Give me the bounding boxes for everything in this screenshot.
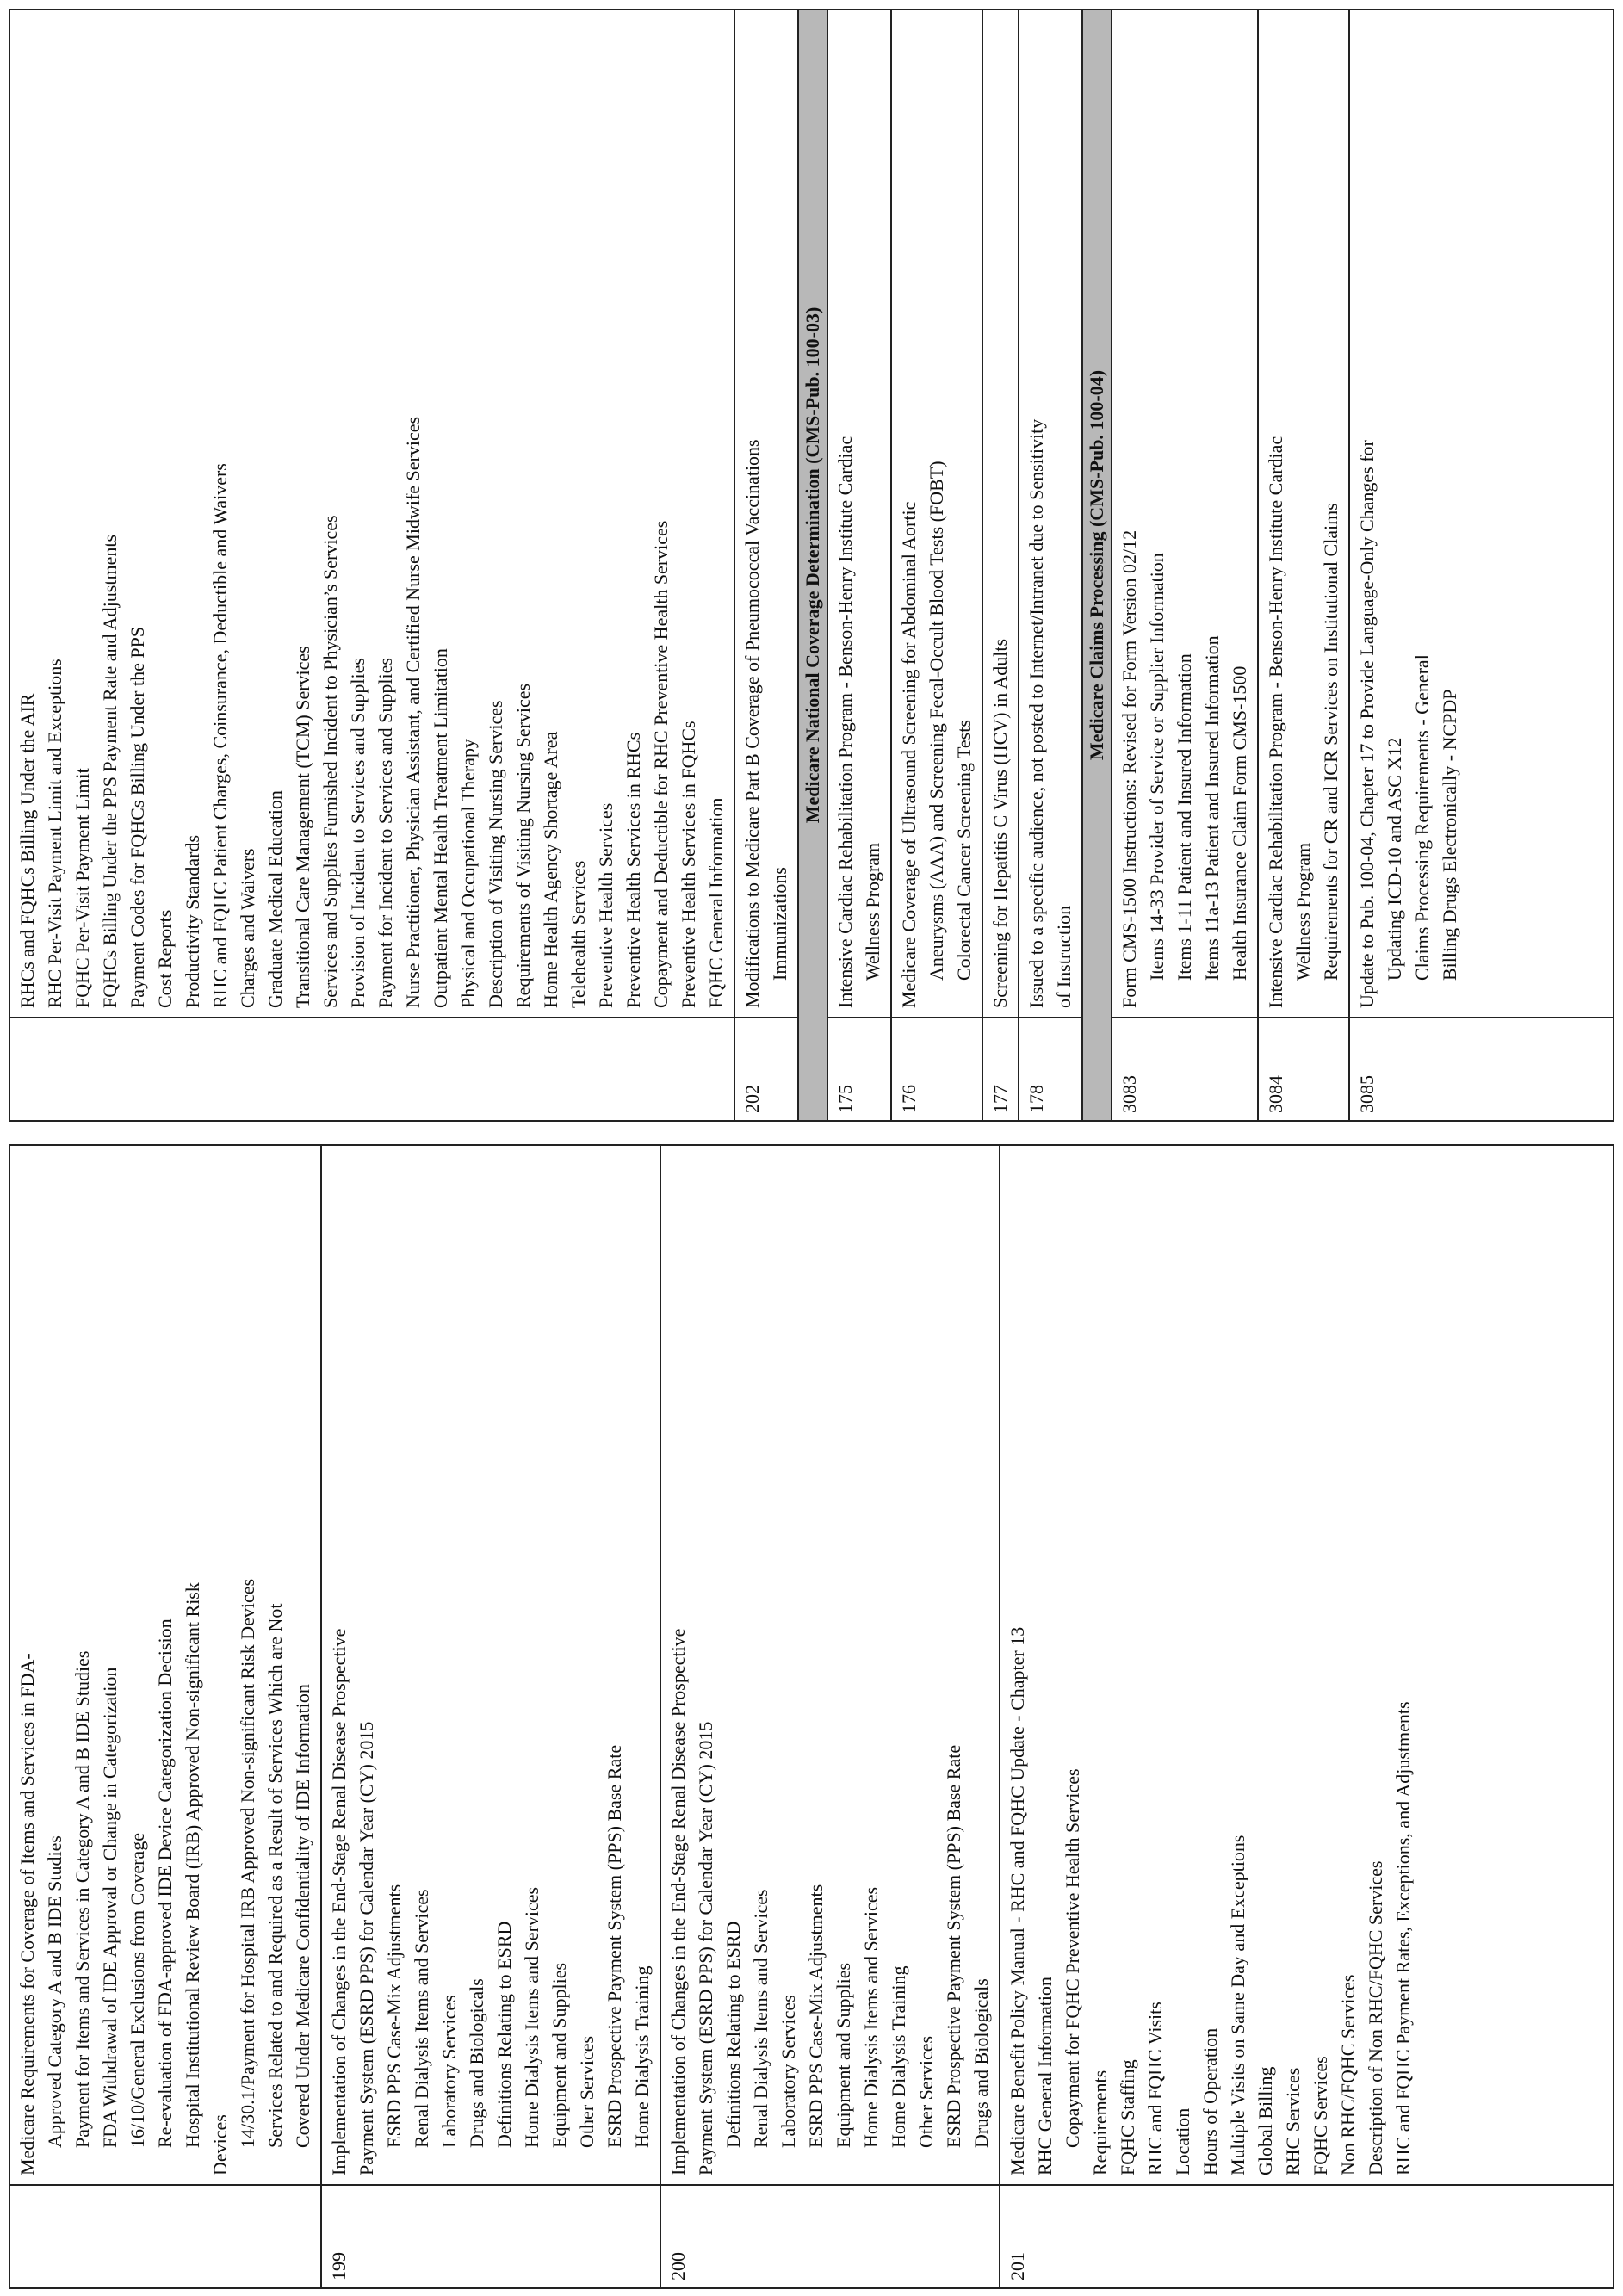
subject-cell (983, 10, 1018, 1017)
table-row (1259, 10, 1350, 1120)
subject-line: FDA Withdrawal of IDE Approval or Change in Categorization (99, 1667, 121, 2148)
subject-line: Medicare Requirements for Coverage of Items and Services in FDA- (16, 1653, 38, 2175)
transmittal-number: 3084 (1259, 1017, 1348, 1120)
subject-cell (10, 10, 734, 1017)
subject-line: Non RHC/FQHC Services (1337, 1974, 1359, 2175)
subject-cell (1112, 10, 1257, 1017)
table-row (735, 10, 799, 1120)
subject-line: Other Services (576, 2035, 598, 2148)
subject-line: Implementation of Changes in the End-Stage Renal Disease Prospective (667, 1628, 689, 2175)
subject-line: Updating ICD-10 and ASC X12 (1384, 737, 1405, 981)
subject-line: RHC General Information (1034, 1977, 1056, 2175)
subject-line: Drugs and Biologicals (466, 1978, 487, 2148)
transmittal-number: 3085 (1350, 1017, 1613, 1120)
subject-line: Medicare Benefit Policy Manual - RHC and FQHC Update - Chapter 13 (1007, 1626, 1028, 2175)
subject-line: Equipment and Supplies (548, 1962, 570, 2148)
section-header: Medicare Claims Processing (CMS-Pub. 100-04) (1083, 10, 1112, 1120)
subject-line: Laboratory Services (438, 1995, 460, 2148)
transmittal-number: 201 (1000, 2184, 1613, 2287)
subject-line: Home Dialysis Training (888, 1965, 909, 2148)
subject-line: FQHC Per-Visit Payment Limit (71, 768, 93, 1008)
subject-line: ESRD Prospective Payment System (PPS) Base Rate (943, 1744, 964, 2148)
subject-line: FQHCs Billing Under the PPS Payment Rate and Adjustments (99, 534, 121, 1008)
subject-line: Intensive Cardiac Rehabilitation Program - Benson-Henry Institute Cardiac (1265, 436, 1286, 1008)
transmittal-number: 176 (892, 1017, 982, 1120)
subject-line: Health Insurance Claim Form CMS-1500 (1229, 665, 1250, 981)
subject-line: FQHC Services (1310, 2056, 1331, 2175)
subject-line: Description of Non RHC/FQHC Services (1365, 1860, 1386, 2175)
subject-line: Medicare Coverage of Ultrasound Screening for Abdominal Aortic (898, 501, 920, 1008)
transmittal-table-right (9, 9, 1614, 1122)
subject-line: Description of Visiting Nursing Services (485, 700, 506, 1008)
subject-line: ESRD PPS Case-Mix Adjustments (805, 1884, 827, 2148)
subject-line: Services and Supplies Furnished Incident to Physician’s Services (319, 515, 341, 1008)
subject-cell (1019, 10, 1081, 1017)
subject-line: Hospital Institutional Review Board (IRB) Approved Non-significant Risk (182, 1582, 203, 2148)
subject-line: Home Health Agency Shortage Area (540, 731, 561, 1008)
subject-line: Implementation of Changes in the End-Stage Renal Disease Prospective (328, 1628, 350, 2175)
table-row (1112, 10, 1259, 1120)
subject-line: Wellness Program (1292, 842, 1314, 981)
subject-line: Home Dialysis Training (631, 1965, 653, 2148)
transmittal-number: 3083 (1112, 1017, 1257, 1120)
subject-cell (1350, 10, 1613, 1017)
table-row (892, 10, 983, 1120)
subject-line: Claims Processing Requirements - General (1411, 654, 1433, 981)
subject-line: Items 14-33 Provider of Service or Supplier Information (1146, 553, 1168, 981)
subject-line: Graduate Medical Education (264, 790, 286, 1008)
transmittal-number: 177 (983, 1017, 1018, 1120)
subject-line: Copayment for FQHC Preventive Health Services (1062, 1768, 1083, 2148)
table-row (322, 1146, 661, 2287)
subject-line: RHC Services (1282, 2067, 1304, 2175)
subject-line: Preventive Health Services in FQHCs (678, 721, 699, 1008)
subject-line: Requirements of Visiting Nursing Services (512, 683, 534, 1008)
subject-cell (1259, 10, 1348, 1017)
table-row (1350, 10, 1613, 1120)
subject-line: RHCs and FQHCs Billing Under the AIR (16, 693, 38, 1008)
subject-cell (735, 10, 797, 1017)
subject-line: Renal Dialysis Items and Services (411, 1889, 432, 2148)
transmittal-number (10, 1017, 734, 1120)
table-row (983, 10, 1019, 1120)
subject-line: Drugs and Biologicals (970, 1978, 992, 2148)
table-row (10, 1146, 322, 2287)
table-row (661, 1146, 1000, 2287)
subject-line: Items 11a-13 Patient and Insured Information (1201, 635, 1223, 981)
subject-line: Nurse Practitioner, Physician Assistant, and Certified Nurse Midwife Services (402, 416, 424, 1008)
table-row (828, 10, 892, 1120)
subject-cell (322, 1146, 660, 2184)
subject-line: Billing Drugs Electronically - NCPDP (1439, 689, 1460, 981)
subject-line: Home Dialysis Items and Services (521, 1886, 542, 2148)
subject-line: Issued to a specific audience, not posted to Internet/Intranet due to Sensitivity (1025, 418, 1047, 1008)
subject-line: Payment for Items and Services in Category A and B IDE Studies (71, 1650, 93, 2148)
subject-line: 16/10/General Exclusions from Coverage (127, 1833, 148, 2148)
subject-line: Services Related to and Required as a Result of Services Which are Not (264, 1603, 286, 2148)
subject-line: RHC and FQHC Visits (1144, 2002, 1166, 2175)
subject-line: Requirements (1089, 2070, 1111, 2175)
subject-line: RHC Per-Visit Payment Limit and Exceptions (44, 659, 65, 1008)
subject-line: Definitions Relating to ESRD (493, 1921, 515, 2148)
subject-line: Physical and Occupational Therapy (457, 739, 479, 1008)
subject-line: Laboratory Services (777, 1995, 799, 2148)
subject-line: Screening for Hepatitis C Virus (HCV) in Adults (989, 638, 1011, 1008)
subject-line: Copayment and Deductible for RHC Preventive Health Services (650, 520, 672, 1008)
subject-line: Preventive Health Services in RHCs (623, 732, 644, 1008)
subject-line: Items 1-11 Patient and Insured Information (1174, 653, 1195, 981)
subject-line: Multiple Visits on Same Day and Exceptions (1227, 1835, 1248, 2175)
subject-line: RHC and FQHC Patient Charges, Coinsurance, Deductible and Waivers (209, 463, 231, 1008)
subject-line: Telehealth Services (567, 860, 589, 1008)
subject-line: RHC and FQHC Payment Rates, Exceptions, and Adjustments (1392, 1701, 1414, 2175)
transmittal-number: 202 (735, 1017, 797, 1120)
subject-line: FQHC General Information (705, 797, 727, 1008)
subject-line: Other Services (915, 2035, 937, 2148)
transmittal-number: 175 (828, 1017, 890, 1120)
subject-line: Home Dialysis Items and Services (860, 1886, 882, 2148)
subject-line: Global Billing (1254, 2066, 1276, 2175)
subject-line: Outpatient Mental Health Treatment Limitation (430, 648, 451, 1008)
subject-line: Definitions Relating to ESRD (722, 1921, 744, 2148)
subject-line: Re-evaluation of FDA-approved IDE Device Categorization Decision (154, 1618, 176, 2148)
subject-line: Colorectal Cancer Screening Tests (953, 720, 975, 981)
transmittal-number: 200 (661, 2184, 999, 2287)
transmittal-number: 199 (322, 2184, 660, 2287)
subject-line: Location (1172, 2107, 1193, 2175)
table-row (1019, 10, 1083, 1120)
subject-line: Immunizations (769, 867, 790, 981)
subject-line: Intensive Cardiac Rehabilitation Program - Benson-Henry Institute Cardiac (834, 436, 856, 1008)
subject-cell (892, 10, 982, 1017)
subject-line: Payment System (ESRD PPS) for Calendar Year (CY) 2015 (695, 1721, 716, 2175)
subject-line: Aneurysms (AAA) and Screening Fecal-Occult Blood Tests (FOBT) (926, 461, 947, 981)
subject-line: Devices (209, 2114, 231, 2175)
subject-line: Hours of Operation (1199, 2027, 1221, 2175)
subject-line: Preventive Health Services (595, 802, 616, 1008)
subject-line: ESRD PPS Case-Mix Adjustments (383, 1884, 405, 2148)
subject-line: Form CMS-1500 Instructions: Revised for Form Version 02/12 (1118, 529, 1140, 1008)
subject-cell (1000, 1146, 1613, 2184)
subject-line: Payment for Incident to Services and Supplies (375, 658, 396, 1008)
subject-cell (661, 1146, 999, 2184)
table-row (10, 10, 735, 1120)
subject-line: Payment Codes for FQHCs Billing Under the PPS (127, 626, 148, 1008)
subject-cell (828, 10, 890, 1017)
table-row (1000, 1146, 1613, 2287)
subject-line: 14/30.1/Payment for Hospital IRB Approved Non-significant Risk Devices (237, 1578, 258, 2148)
subject-line: Charges and Waivers (237, 848, 258, 1008)
subject-cell (10, 1146, 320, 2184)
subject-line: of Instruction (1053, 905, 1075, 1008)
subject-line: Requirements for CR and ICR Services on Institutional Claims (1320, 503, 1341, 981)
subject-line: Modifications to Medicare Part B Coverage of Pneumococcal Vaccinations (741, 439, 763, 1008)
subject-line: Transitional Care Management (TCM) Services (292, 646, 313, 1008)
subject-line: Renal Dialysis Items and Services (750, 1889, 771, 2148)
subject-line: Covered Under Medicare Confidentiality of IDE Information (292, 1684, 313, 2148)
subject-line: Approved Category A and B IDE Studies (44, 1835, 65, 2148)
subject-line: Provision of Incident to Services and Supplies (347, 658, 369, 1008)
transmittal-number (10, 2184, 320, 2287)
subject-line: Update to Pub. 100-04, Chapter 17 to Provide Language-Only Changes for (1356, 440, 1378, 1008)
subject-line: Cost Reports (154, 909, 176, 1008)
subject-line: FQHC Staffing (1117, 2059, 1138, 2175)
subject-line: Payment System (ESRD PPS) for Calendar Year (CY) 2015 (356, 1721, 377, 2175)
section-header: Medicare National Coverage Determination (CMS-Pub. 100-03) (799, 10, 828, 1120)
subject-line: Wellness Program (862, 842, 883, 981)
transmittal-number: 178 (1019, 1017, 1081, 1120)
subject-line: ESRD Prospective Payment System (PPS) Base Rate (604, 1744, 625, 2148)
transmittal-table-left (9, 1144, 1614, 2289)
subject-line: Equipment and Supplies (833, 1962, 854, 2148)
subject-line: Productivity Standards (182, 834, 203, 1008)
